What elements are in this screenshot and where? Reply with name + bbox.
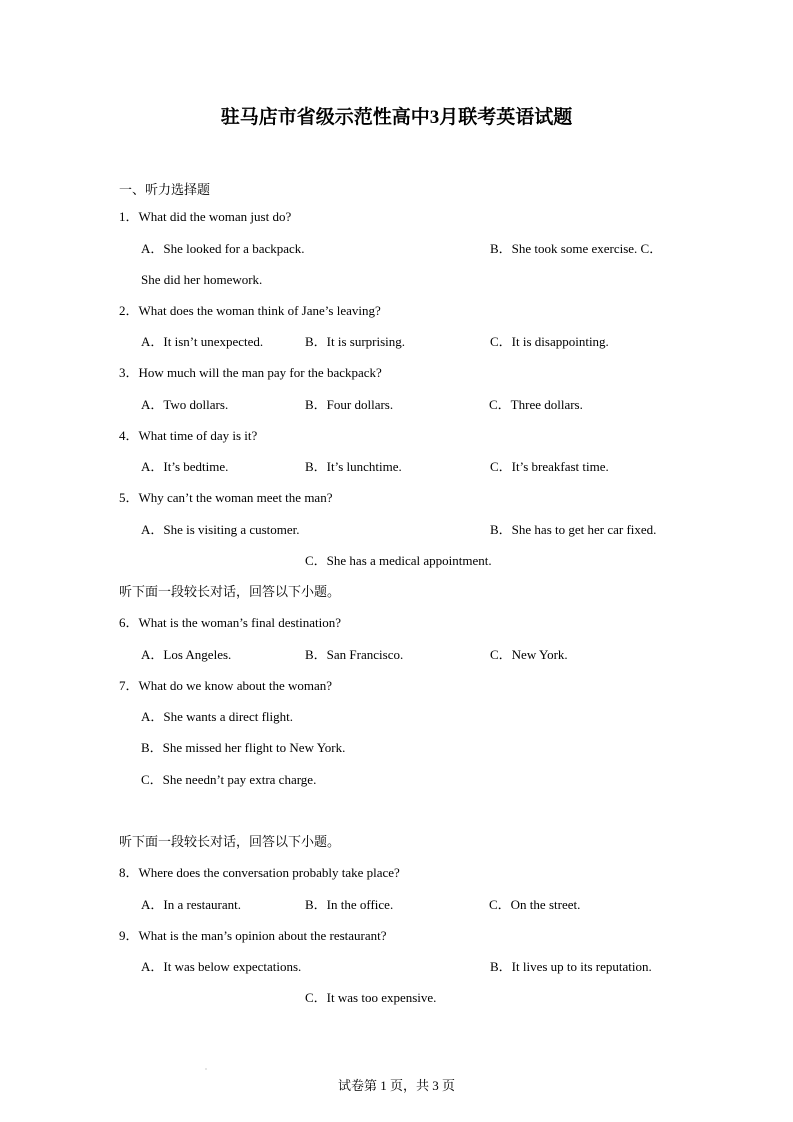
question-6-stem: 6．What is the woman’s final destination? <box>119 615 342 630</box>
question-9-option-b: B．It lives up to its reputation. <box>490 959 652 974</box>
question-2-option-a: A．It isn’t unexpected. <box>141 334 264 349</box>
section-heading-listening: 一、听力选择题 <box>119 182 211 197</box>
question-5-option-c: C．She has a medical appointment. <box>305 553 492 568</box>
page-title: 驻马店市省级示范性高中3月联考英语试题 <box>220 107 573 128</box>
question-3-option-b: B．Four dollars. <box>305 397 394 412</box>
section-note-1: 听下面一段较长对话，回答以下小题。 <box>119 584 341 599</box>
question-1-stem: 1．What did the woman just do? <box>119 209 292 224</box>
scan-speck <box>205 1068 207 1070</box>
question-2-stem: 2．What does the woman think of Jane’s leaving? <box>119 303 381 318</box>
question-3-stem: 3．How much will the man pay for the backpack? <box>119 365 382 380</box>
question-3-option-c: C．Three dollars. <box>489 397 583 412</box>
question-4-option-c: C．It’s breakfast time. <box>490 459 609 474</box>
question-8-option-b: B．In the office. <box>305 897 394 912</box>
question-5-option-a: A．She is visiting a customer. <box>141 522 300 537</box>
question-7-option-c: C．She needn’t pay extra charge. <box>141 772 317 787</box>
question-7-option-a: A．She wants a direct flight. <box>141 709 293 724</box>
question-5-option-b: B．She has to get her car fixed. <box>490 522 657 537</box>
question-1-option-b: B．She took some exercise. C． <box>490 241 663 256</box>
question-6-option-b: B．San Francisco. <box>305 647 404 662</box>
page-footer: 试卷第 1 页，共 3 页 <box>337 1078 455 1093</box>
question-3-option-a: A．Two dollars. <box>141 397 229 412</box>
question-8-option-a: A．In a restaurant. <box>141 897 241 912</box>
question-8-option-c: C．On the street. <box>489 897 581 912</box>
question-7-stem: 7．What do we know about the woman? <box>119 678 333 693</box>
question-4-option-b: B．It’s lunchtime. <box>305 459 402 474</box>
question-4-option-a: A．It’s bedtime. <box>141 459 229 474</box>
question-9-option-a: A．It was below expectations. <box>141 959 302 974</box>
question-6-option-c: C．New York. <box>490 647 568 662</box>
section-note-2: 听下面一段较长对话，回答以下小题。 <box>119 834 341 849</box>
question-4-stem: 4．What time of day is it? <box>119 428 258 443</box>
question-2-option-b: B．It is surprising. <box>305 334 406 349</box>
question-8-stem: 8．Where does the conversation probably take place? <box>119 865 400 880</box>
question-7-option-b: B．She missed her flight to New York. <box>141 740 346 755</box>
question-9-option-c: C．It was too expensive. <box>305 990 437 1005</box>
question-1-option-c: She did her homework. <box>141 272 263 287</box>
question-6-option-a: A．Los Angeles. <box>141 647 232 662</box>
question-1-option-a: A．She looked for a backpack. <box>141 241 305 256</box>
question-5-stem: 5．Why can’t the woman meet the man? <box>119 490 333 505</box>
question-9-stem: 9．What is the man’s opinion about the restaurant? <box>119 928 387 943</box>
question-2-option-c: C．It is disappointing. <box>490 334 609 349</box>
